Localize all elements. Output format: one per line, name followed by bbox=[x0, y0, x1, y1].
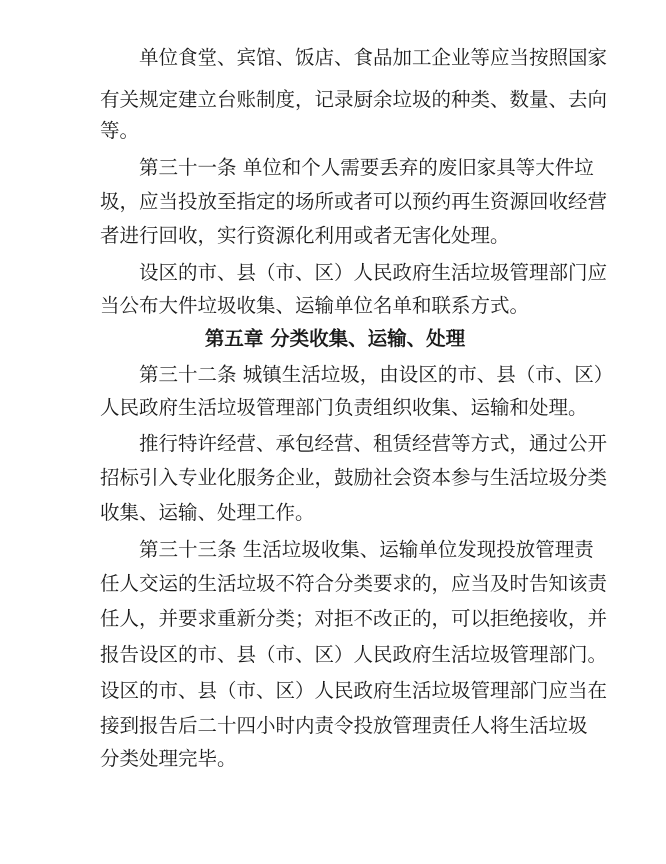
p5-line-2: 招标引入专业化服务企业，鼓励社会资本参与生活垃圾分类 bbox=[100, 466, 608, 489]
p3-line-2: 当公布大件垃圾收集、运输单位名单和联系方式。 bbox=[100, 294, 530, 317]
p1-line-3: 等。 bbox=[100, 119, 140, 142]
p3-line-1: 设区的市、县（市、区）人民政府生活垃圾管理部门应 bbox=[139, 261, 608, 284]
p6-line-6: 接到报告后二十四小时内责令投放管理责任人将生活垃圾 bbox=[100, 714, 588, 737]
p2-line-2: 圾，应当投放至指定的场所或者可以预约再生资源回收经营 bbox=[100, 190, 608, 213]
p1-line-1: 单位食堂、宾馆、饭店、食品加工企业等应当按照国家 bbox=[139, 46, 608, 69]
p6-line-1: 第三十三条 生活垃圾收集、运输单位发现投放管理责 bbox=[139, 538, 594, 561]
p2-line-1: 第三十一条 单位和个人需要丢弃的废旧家具等大件垃 bbox=[139, 156, 594, 179]
p6-line-3: 任人，并要求重新分类；对拒不改正的，可以拒绝接收，并 bbox=[100, 607, 608, 630]
p5-line-1: 推行特许经营、承包经营、租赁经营等方式，通过公开 bbox=[139, 432, 608, 455]
p6-line-7: 分类处理完毕。 bbox=[100, 747, 237, 770]
p6-line-5: 设区的市、县（市、区）人民政府生活垃圾管理部门应当在 bbox=[100, 679, 608, 702]
p4-line-2: 人民政府生活垃圾管理部门负责组织收集、运输和处理。 bbox=[100, 396, 588, 419]
chapter-heading: 第五章 分类收集、运输、处理 bbox=[204, 327, 466, 350]
p4-line-1: 第三十二条 城镇生活垃圾，由设区的市、县（市、区） bbox=[139, 363, 614, 386]
p2-line-3: 者进行回收，实行资源化利用或者无害化处理。 bbox=[100, 224, 510, 247]
p6-line-4: 报告设区的市、县（市、区）人民政府生活垃圾管理部门。 bbox=[100, 643, 608, 666]
p5-line-3: 收集、运输、处理工作。 bbox=[100, 501, 315, 524]
p1-line-2: 有关规定建立台账制度，记录厨余垃圾的种类、数量、去向 bbox=[100, 88, 608, 111]
p6-line-2: 任人交运的生活垃圾不符合分类要求的，应当及时告知该责 bbox=[100, 572, 608, 595]
